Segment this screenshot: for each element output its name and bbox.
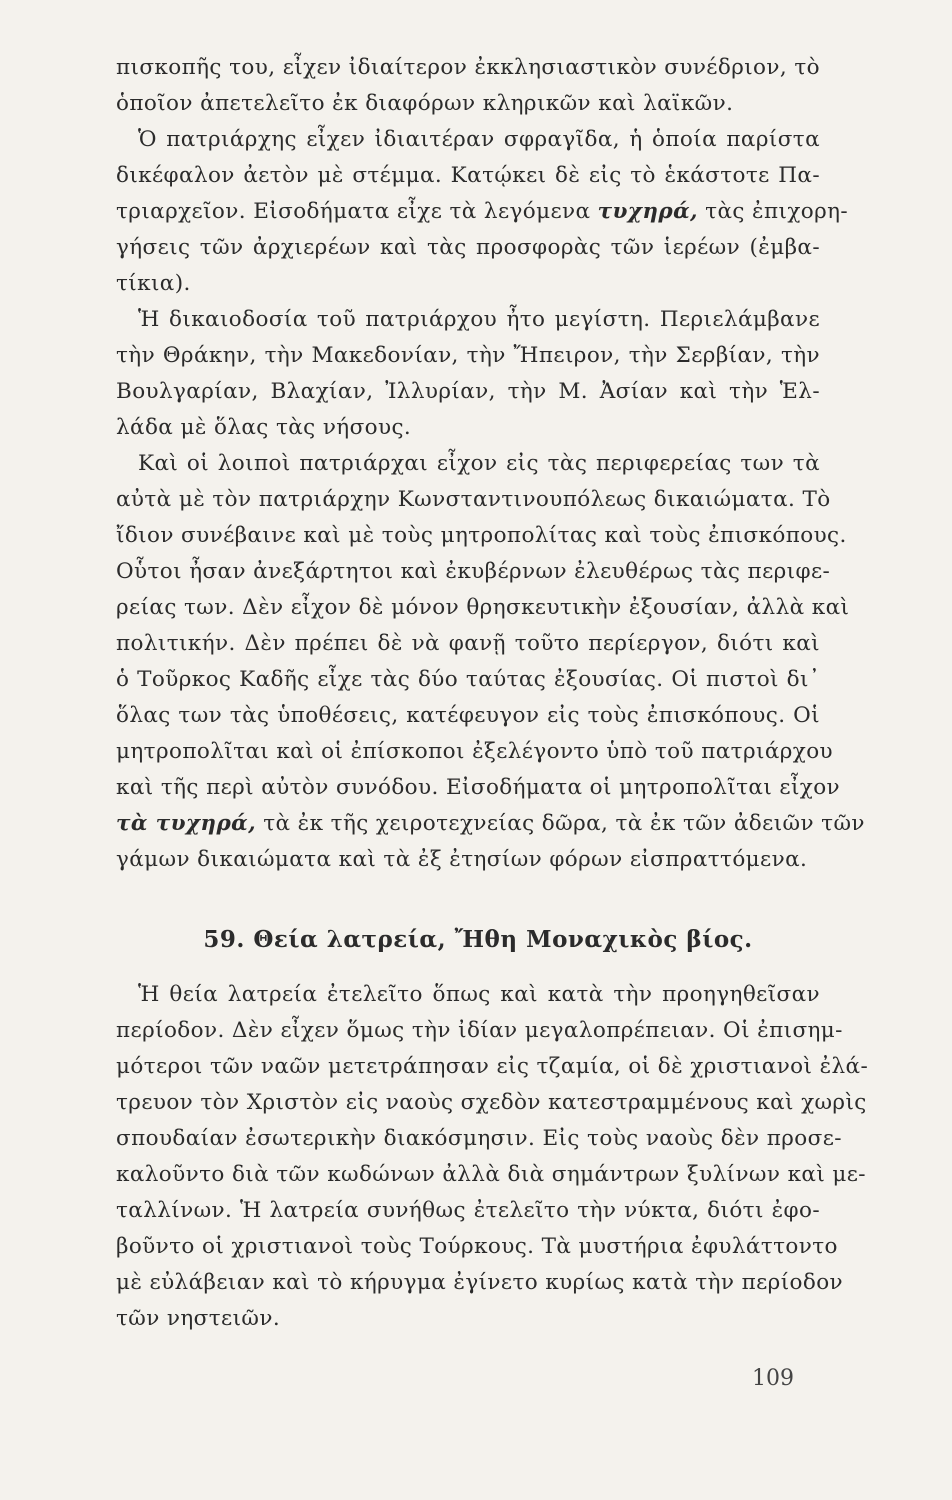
text-fragment: τριαρχεῖον. Εἰσοδήματα εἶχε τὰ λεγόμενα <box>116 199 591 224</box>
text-line: περίοδον. Δὲν εἶχεν ὅμως τὴν ἰδίαν μεγαλοπρέπειαν. Οἱ ἐπισημ- <box>116 1018 843 1043</box>
text-line: καὶ τῆς περὶ αὐτὸν συνόδου. Εἰσοδήματα οἱ μητροπολῖται εἶχον <box>116 775 841 800</box>
text-line: σπουδαίαν ἐσωτερικὴν διακόσμησιν. Εἰς τοὺς ναοὺς δὲν προσε- <box>116 1126 842 1151</box>
text-line: ὁποῖον ἀπετελεῖτο ἐκ διαφόρων κληρικῶν καὶ λαϊκῶν. <box>116 91 734 116</box>
paragraph-3 <box>116 302 820 446</box>
emphasized-term: τυχηρά, <box>597 199 698 224</box>
emphasized-term: τὰ τυχηρά, <box>116 811 256 836</box>
text-line: δικέφαλον ἀετὸν μὲ στέμμα. Κατῴκει δὲ εἰς τὸ ἑκάστοτε Πα- <box>116 163 820 188</box>
text-line: αὐτὰ μὲ τὸν πατριάρχην Κωνσταντινουπόλεως δικαιώματα. Τὸ <box>116 487 831 512</box>
text-line: πολιτικήν. Δὲν πρέπει δὲ νὰ φανῇ τοῦτο περίεργον, διότι καὶ <box>116 631 820 656</box>
paragraph-5 <box>116 977 869 1337</box>
text-line: Ὁ πατριάρχης εἶχεν ἰδιαιτέραν σφραγῖδα, ἡ ὁποία παρίστα <box>138 127 820 152</box>
text-line: ὁ Τοῦρκος Καδῆς εἶχε τὰς δύο ταύτας ἐξουσίας. Οἱ πιστοὶ δι᾽ <box>116 667 820 692</box>
text-line: γάμων δικαιώματα καὶ τὰ ἐξ ἐτησίων φόρων εἰσπραττόμενα. <box>116 847 808 872</box>
text-line: Ἡ θεία λατρεία ἐτελεῖτο ὅπως καὶ κατὰ τὴν προηγηθεῖσαν <box>138 982 820 1007</box>
text-line: πισκοπῆς του, εἶχεν ἰδιαίτερον ἐκκλησιαστικὸν συνέδριον, τὸ <box>116 55 820 80</box>
text-fragment: τὰ ἐκ τῆς χειροτεχνείας δῶρα, τὰ ἐκ τῶν ἀδειῶν τῶν <box>263 811 865 836</box>
text-line: τῶν νηστειῶν. <box>116 1306 281 1331</box>
text-fragment: τὰς ἐπιχορη- <box>705 199 849 224</box>
text-line <box>116 194 849 230</box>
text-line: καλοῦντο διὰ τῶν κωδώνων ἀλλὰ διὰ σημάντρων ξυλίνων καὶ με- <box>116 1162 866 1187</box>
text-line: ταλλίνων. Ἡ λατρεία συνήθως ἐτελεῖτο τὴν νύκτα, διότι ἐφο- <box>116 1198 820 1223</box>
text-line: Οὗτοι ἦσαν ἀνεξάρτητοι καὶ ἐκυβέρνων ἐλευθέρως τὰς περιφε- <box>116 559 831 584</box>
text-line: τὴν Θράκην, τὴν Μακεδονίαν, τὴν Ἤπειρον, τὴν Σερβίαν, τὴν <box>116 343 820 368</box>
text-line: μὲ εὐλάβειαν καὶ τὸ κήρυγμα ἐγίνετο κυρίως κατὰ τὴν περίοδον <box>116 1270 844 1295</box>
text-line: ἴδιον συνέβαινε καὶ μὲ τοὺς μητροπολίτας καὶ τοὺς ἐπισκόπους. <box>116 523 847 548</box>
text-line: λάδα μὲ ὅλας τὰς νήσους. <box>116 415 412 440</box>
paragraph-4 <box>116 446 865 878</box>
paragraph-2 <box>116 122 849 302</box>
text-line: τρευον τὸν Χριστὸν εἰς ναοὺς σχεδὸν κατεστραμμένους καὶ χωρὶς <box>116 1090 867 1115</box>
text-line: μότεροι τῶν ναῶν μετετράπησαν εἰς τζαμία, οἱ δὲ χριστιανοὶ ἐλά- <box>116 1054 869 1079</box>
page-number: 109 <box>752 1366 794 1391</box>
text-line: Καὶ οἱ λοιποὶ πατριάρχαι εἶχον εἰς τὰς περιφερείας των τὰ <box>138 451 820 476</box>
text-line: γήσεις τῶν ἀρχιερέων καὶ τὰς προσφορὰς τῶν ἱερέων (ἐμβα- <box>116 235 820 260</box>
text-line: ρείας των. Δὲν εἶχον δὲ μόνον θρησκευτικὴν ἐξουσίαν, ἀλλὰ καὶ <box>116 595 850 620</box>
text-line: Ἡ δικαιοδοσία τοῦ πατριάρχου ἦτο μεγίστη. Περιελάμβανε <box>138 307 820 332</box>
paragraph-1 <box>116 50 820 122</box>
text-line: μητροπολῖται καὶ οἱ ἐπίσκοποι ἐξελέγοντο ὑπὸ τοῦ πατριάρχου <box>116 739 834 764</box>
text-line: τίκια). <box>116 271 191 296</box>
text-line: ὅλας των τὰς ὑποθέσεις, κατέφευγον εἰς τοὺς ἐπισκόπους. Οἱ <box>116 703 820 728</box>
text-line: βοῦντο οἱ χριστιανοὶ τοὺς Τούρκους. Τὰ μυστήρια ἐφυλάττοντο <box>116 1234 838 1259</box>
text-line <box>116 806 865 842</box>
text-line: Βουλγαρίαν, Βλαχίαν, Ἰλλυρίαν, τὴν Μ. Ἀσίαν καὶ τὴν Ἑλ- <box>116 379 820 404</box>
section-heading: 59. Θεία λατρεία, Ἤθη Μοναχικὸς βίος. <box>203 926 753 953</box>
